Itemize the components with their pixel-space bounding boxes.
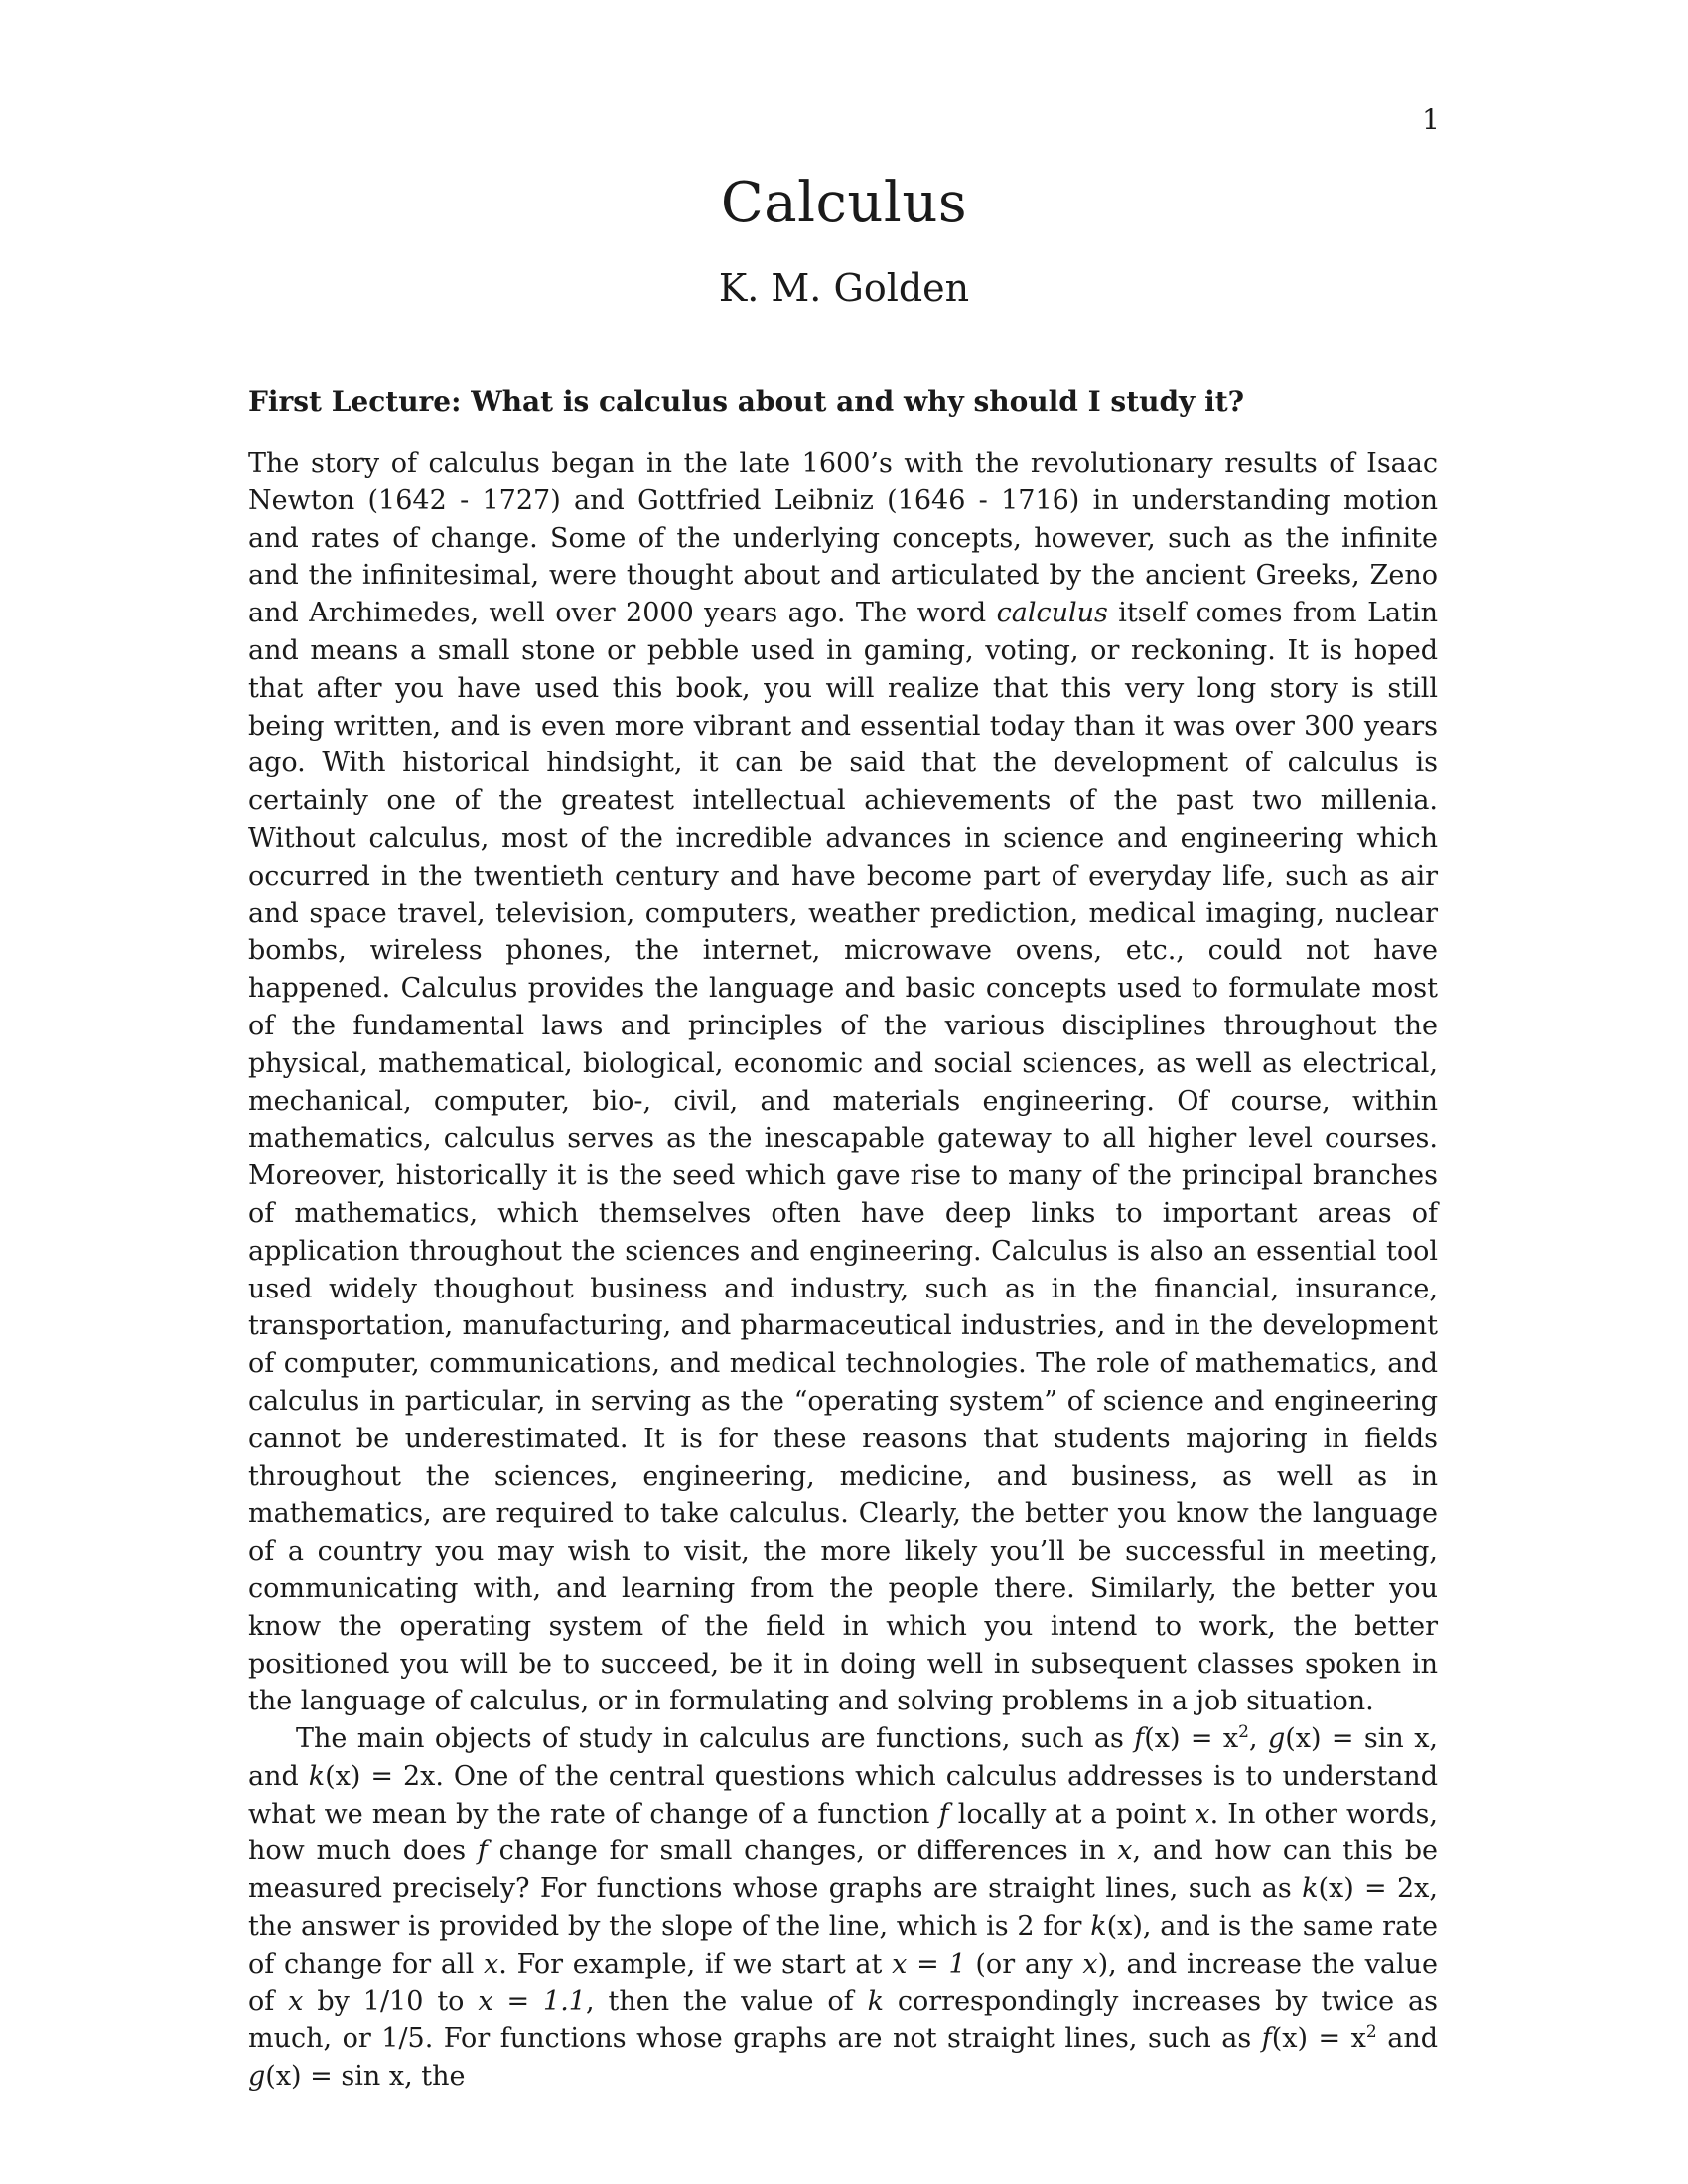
document-title: Calculus — [720, 171, 968, 235]
p2-text: , and how can this be measured precisely? For functions whose graphs are straight lines, such as — [248, 1836, 1438, 1905]
math-var: x — [1117, 1836, 1133, 1867]
math-var: x — [1082, 1948, 1098, 1979]
p2-text: by 1/10 to — [303, 1985, 479, 2017]
math-var: g — [1267, 1723, 1286, 1755]
math-expr: (x) = sin x — [1285, 1723, 1430, 1755]
document-author: K. M. Golden — [718, 266, 970, 310]
math-exponent: 2 — [1238, 1722, 1249, 1743]
math-var: k — [867, 1985, 884, 2017]
italic-word-calculus: calculus — [996, 598, 1108, 629]
math-exponent: 2 — [1365, 2022, 1377, 2043]
p2-text: . In other words, how much does — [248, 1798, 1438, 1867]
paragraph-1 — [248, 445, 1438, 1720]
page-number: 1 — [1422, 103, 1440, 136]
math-var: x — [288, 1985, 304, 2017]
math-expr: (x) — [1106, 1911, 1143, 1943]
math-expr: (x) = x — [1144, 1723, 1239, 1755]
p2-text: change for small changes, or differences in — [487, 1836, 1118, 1867]
math-expr: x = 1 — [892, 1948, 966, 1979]
math-var: f — [1134, 1723, 1145, 1755]
math-var: g — [248, 2061, 266, 2093]
math-expr: x = 1.1 — [478, 1985, 586, 2017]
p2-text: (or any — [965, 1948, 1083, 1979]
p2-text: locally at a point — [948, 1798, 1196, 1830]
paragraph-1-part-1: The story of calculus began in the late 1600’s with the revolutionary results of Isaac Newton (1642 - 1727) and Gottfried Leibniz (1646 - 1716) in understanding motion and rates of change. Some of the underlying concepts, however, such as the infinite and the infinitesimal, were thought about and articulated by the ancient Greeks, Zeno and Archimedes, well over 2000 years ago. The word — [248, 448, 1438, 629]
section-heading: First Lecture: What is calculus about and why should I study it? — [248, 385, 1245, 418]
math-var: f — [938, 1798, 949, 1830]
p2-text: , — [1249, 1723, 1268, 1755]
math-expr: (x) = x — [1271, 2023, 1366, 2055]
body-text — [248, 445, 1438, 2096]
paragraph-1-part-2: itself comes from Latin and means a small stone or pebble used in gaming, voting, or reckoning. It is hoped that after you have used this book, you will realize that this very long story is still being written, and is even more vibrant and essential today than it was over 300 years ago. With historical hindsight, it can be said that the development of calculus is certainly one of the greatest intellectual achievements of the past two millenia. Without calculus, most of the incredible advances in science and engineering which occurred in the twentieth century and have become part of everyday life, such as air and space travel, television, computers, weather prediction, medical imaging, nuclear bombs, wireless phones, the internet, microwave ovens, etc., could not have happened. Calculus provides the language and basic concepts used to formulate most of the fundamental laws and principles of the various disciplines throughout the physical, mathematical, biological, economic and social sciences, as well as electrical, mechanical, computer, bio-, civil, and materials engineering. Of course, within mathematics, calculus serves as the inescapable gateway to all higher level courses. Moreover, historically it is the seed which gave rise to many of the principal branches of mathematics, which themselves often have deep links to important areas of application throughout the sciences and engineering. Calculus is also an essential tool used widely thoughout business and industry, such as in the financial, insurance, transportation, manufacturing, and pharmaceutical industries, and in the development of computer, communications, and medical technologies. The role of mathematics, and calculus in particular, in serving as the “operating system” of science and engineering cannot be underestimated. It is for these reasons that students majoring in fields throughout the sciences, engineering, medicine, and business, as well as in mathematics, are required to take calculus. Clearly, the better you know the language of a country you may wish to visit, the more likely you’ll be successful in meeting, communicating with, and learning from the people there. Similarly, the better you know the operating system of the field in which you intend to work, the better positioned you will be to succeed, be it in doing well in subsequent classes spoken in the language of calculus, or in formulating and solving problems in a job situation. — [248, 598, 1438, 1717]
p2-text: . For example, if we start at — [498, 1948, 893, 1979]
math-expr: (x) = 2x — [325, 1760, 436, 1792]
math-var: f — [477, 1836, 488, 1867]
math-expr: (x) = 2x — [1318, 1873, 1430, 1905]
p2-text: , and — [248, 1723, 1439, 1792]
p2-text: The main objects of study in calculus are functions, such as — [296, 1723, 1135, 1755]
math-var: k — [308, 1760, 326, 1792]
math-var: k — [1302, 1873, 1319, 1905]
p2-text: and — [1376, 2023, 1438, 2055]
math-var: k — [1090, 1911, 1107, 1943]
p2-text: , then the value of — [585, 1985, 868, 2017]
math-expr: (x) = sin x — [265, 2061, 405, 2093]
paragraph-2 — [248, 1720, 1438, 2096]
p2-text: , the answer is provided by the slope of the line, which is 2 for — [248, 1873, 1438, 1943]
math-var: x — [484, 1948, 499, 1979]
p2-text: , and is the same rate of change for all — [248, 1911, 1438, 1979]
math-var: f — [1261, 2023, 1272, 2055]
p2-text: , the — [404, 2061, 466, 2093]
math-var: x — [1195, 1798, 1210, 1830]
p2-text: correspondingly increases by twice as much, or 1/5. For functions whose graphs are not straight lines, such as — [248, 1985, 1438, 2055]
p2-text: ), and increase the value of — [248, 1948, 1438, 2017]
p2-text: . One of the central questions which calculus addresses is to understand what we mean by the rate of change of a function — [248, 1760, 1438, 1830]
